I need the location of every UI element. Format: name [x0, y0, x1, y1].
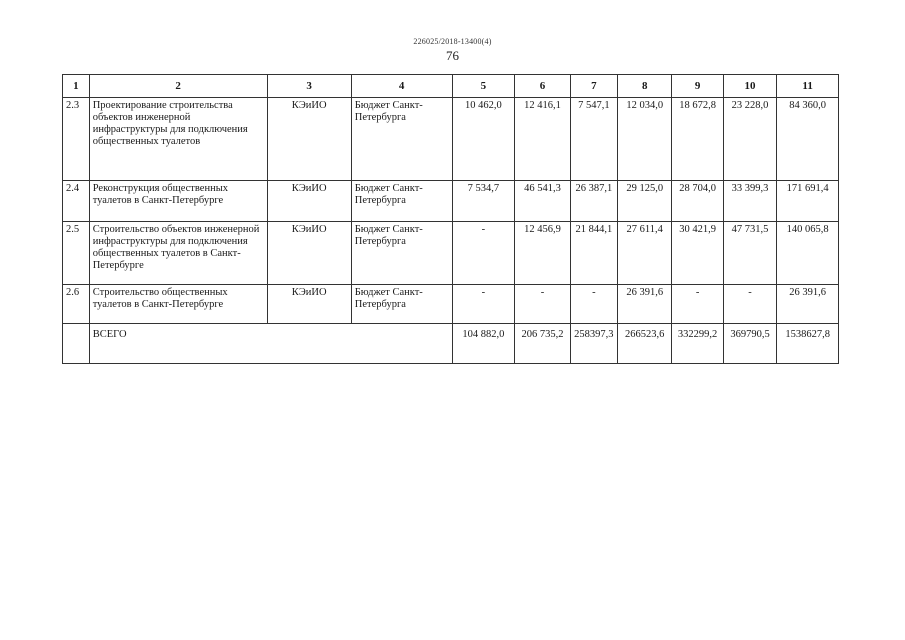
row-source: Бюджет Санкт-Петербурга — [351, 98, 452, 181]
total-code-cell — [63, 324, 90, 364]
row-code: 2.3 — [63, 98, 90, 181]
row-value: 21 844,1 — [570, 222, 617, 285]
total-value: 1538627,8 — [777, 324, 839, 364]
column-header: 3 — [267, 75, 351, 98]
total-label: ВСЕГО — [89, 324, 452, 364]
row-code: 2.5 — [63, 222, 90, 285]
row-value: 12 034,0 — [617, 98, 671, 181]
column-header: 8 — [617, 75, 671, 98]
total-value: 266523,6 — [617, 324, 671, 364]
row-value: 46 541,3 — [515, 181, 571, 222]
table-row — [63, 222, 839, 285]
page-number: 76 — [446, 48, 459, 63]
row-value: 26 391,6 — [777, 285, 839, 324]
table-row — [63, 98, 839, 181]
row-executor: КЭиИО — [267, 222, 351, 285]
column-header: 9 — [672, 75, 723, 98]
column-header: 2 — [89, 75, 267, 98]
row-source: Бюджет Санкт-Петербурга — [351, 181, 452, 222]
row-value: - — [672, 285, 723, 324]
row-value: 7 547,1 — [570, 98, 617, 181]
row-value: 47 731,5 — [723, 222, 776, 285]
table-row — [63, 181, 839, 222]
total-value: 104 882,0 — [452, 324, 515, 364]
row-value: 140 065,8 — [777, 222, 839, 285]
row-value: - — [723, 285, 776, 324]
row-value: 10 462,0 — [452, 98, 515, 181]
row-value: 27 611,4 — [617, 222, 671, 285]
row-value: 84 360,0 — [777, 98, 839, 181]
column-header: 1 — [63, 75, 90, 98]
column-header: 7 — [570, 75, 617, 98]
row-name: Строительство объектов инженерной инфраструктуры для подключения общественных туалетов в Санкт-Петербурге — [89, 222, 267, 285]
column-header: 5 — [452, 75, 515, 98]
row-name: Строительство общественных туалетов в Санкт-Петербурге — [89, 285, 267, 324]
row-value: 26 391,6 — [617, 285, 671, 324]
total-value: 206 735,2 — [515, 324, 571, 364]
row-code: 2.4 — [63, 181, 90, 222]
total-row — [63, 324, 839, 364]
header-row — [63, 75, 839, 98]
total-value: 369790,5 — [723, 324, 776, 364]
row-value: 12 456,9 — [515, 222, 571, 285]
row-source: Бюджет Санкт-Петербурга — [351, 222, 452, 285]
total-value: 258397,3 — [570, 324, 617, 364]
row-value: 30 421,9 — [672, 222, 723, 285]
row-value: 171 691,4 — [777, 181, 839, 222]
row-value: 18 672,8 — [672, 98, 723, 181]
column-header: 11 — [777, 75, 839, 98]
total-value: 332299,2 — [672, 324, 723, 364]
row-executor: КЭиИО — [267, 98, 351, 181]
budget-table — [62, 74, 839, 364]
column-header: 6 — [515, 75, 571, 98]
table-row — [63, 285, 839, 324]
row-value: - — [452, 222, 515, 285]
row-value: 26 387,1 — [570, 181, 617, 222]
row-value: - — [515, 285, 571, 324]
row-value: 33 399,3 — [723, 181, 776, 222]
column-header: 4 — [351, 75, 452, 98]
row-value: 29 125,0 — [617, 181, 671, 222]
row-value: - — [570, 285, 617, 324]
row-executor: КЭиИО — [267, 285, 351, 324]
row-value: 28 704,0 — [672, 181, 723, 222]
column-header: 10 — [723, 75, 776, 98]
document-id: 226025/2018-13400(4) — [413, 37, 492, 46]
row-code: 2.6 — [63, 285, 90, 324]
row-value: 12 416,1 — [515, 98, 571, 181]
row-value: 7 534,7 — [452, 181, 515, 222]
row-value: - — [452, 285, 515, 324]
row-name: Проектирование строительства объектов инженерной инфраструктуры для подключения общественных туалетов — [89, 98, 267, 181]
row-name: Реконструкция общественных туалетов в Санкт-Петербурге — [89, 181, 267, 222]
row-value: 23 228,0 — [723, 98, 776, 181]
row-executor: КЭиИО — [267, 181, 351, 222]
row-source: Бюджет Санкт-Петербурга — [351, 285, 452, 324]
